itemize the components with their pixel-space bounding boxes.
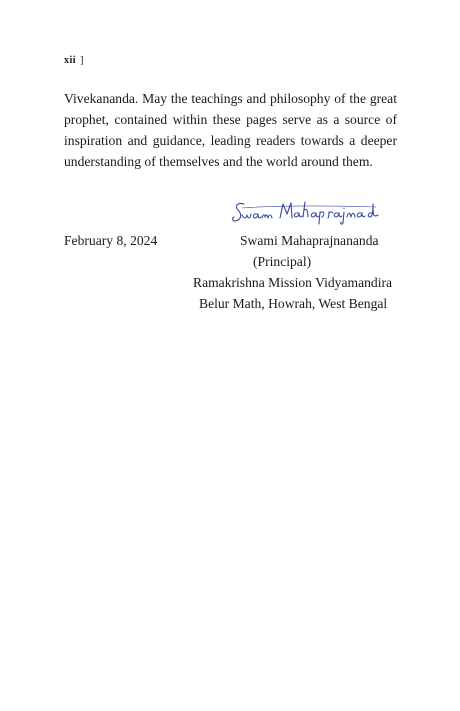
date-line: February 8, 2024 — [64, 233, 158, 248]
signatory-block — [180, 230, 412, 314]
page-header — [64, 55, 84, 66]
body-paragraph: Vivekananda. May the teachings and philosophy of the great prophet, contained within these pages serve as a source of inspiration and guidance, leading readers towards a deeper understanding of themselves and the world around them. — [64, 91, 397, 169]
page-number: xii — [64, 55, 77, 66]
signatory-address: Belur Math, Howrah, West Bengal — [199, 296, 388, 311]
handwritten-signature — [230, 196, 380, 228]
signatory-institution: Ramakrishna Mission Vidyamandira — [193, 275, 393, 290]
page-number-bracket: ] — [80, 55, 84, 66]
signatory-role: (Principal) — [253, 254, 312, 269]
signatory-name: Swami Mahaprajnananda — [240, 233, 379, 248]
